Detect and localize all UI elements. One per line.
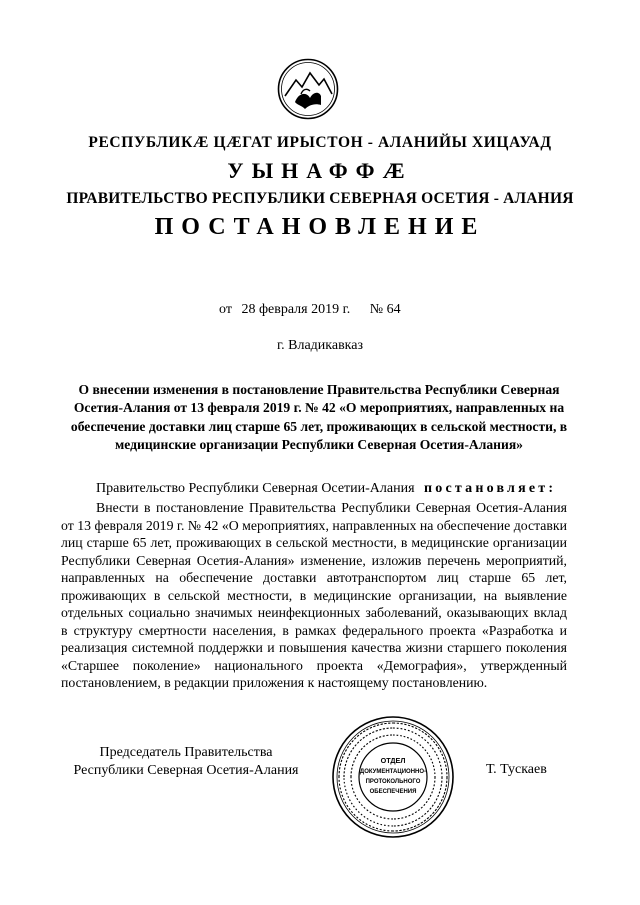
- ossetian-decree-heading: УЫНАФФӔ: [227, 158, 413, 183]
- stamp-center-line2: ДОКУМЕНТАЦИОННО-: [359, 769, 427, 775]
- signatory-position-line1: Председатель Правительства: [99, 745, 273, 760]
- signatory-position-line2: Республики Северная Осетия-Алания: [73, 763, 299, 778]
- official-seal-stamp: [330, 714, 456, 840]
- decree-date: 28 февраля 2019 г.: [241, 302, 351, 317]
- signatory-position: [66, 744, 306, 780]
- decree-title: О внесении изменения в постановление Правительства Республики Северная Осетия-Алания от 13 февраля 2019 г. № 42 «О мероприятиях, направленных на обеспечение доставки лиц старше 65 лет, проживающих в сельской местности, в медицинские организации Республики Северная Осетия-Алания»: [70, 382, 568, 453]
- preamble: [96, 481, 556, 497]
- government-heading: ПРАВИТЕЛЬСТВО РЕСПУБЛИКИ СЕВЕРНАЯ ОСЕТИЯ - АЛАНИЯ: [66, 190, 574, 207]
- stamp-center-line4: ОБЕСПЕЧЕНИЯ: [369, 789, 417, 795]
- stamp-center-line1: ОТДЕЛ: [380, 756, 406, 765]
- date-line: [219, 302, 401, 318]
- stamp-center-line3: ПРОТОКОЛЬНОГО: [365, 779, 421, 785]
- coat-of-arms-emblem: [277, 58, 339, 120]
- date-prefix: от: [219, 302, 232, 317]
- document-type-heading: ПОСТАНОВЛЕНИЕ: [154, 214, 486, 240]
- city-line: г. Владикавказ: [276, 338, 364, 353]
- decree-body: Внести в постановление Правительства Республики Северная Осетия-Алания от 13 февраля 2019 г. № 42 «О мероприятиях, направленных на обеспечение доставки лиц старше 65 лет, проживающих в сельской местности, в медицинские организации Республики Северная Осетия-Алания» изменение, изложив перечень мероприятий, направленных на обеспечение доставки автотранспортом лиц старше 65 лет, проживающих в сельской местности, в медицинские организации, на выявление отдельных социально значимых неинфекционных заболеваний, оказывающих вклад в структуру смертности населения, в рамках федерального проекта «Разработка и реализация системной поддержки и повышения качества жизни старшего поколения «Старшее поколение» национального проекта «Демография», утвержденный постановлением, в редакции приложения к настоящему постановлению.: [61, 500, 567, 690]
- signatory-name: Т. Тускаев: [486, 762, 547, 777]
- ossetian-republic-heading: РЕСПУБЛИКӔ ЦӔГАТ ИРЫСТОН - АЛАНИЙЫ ХИЦАУАД: [88, 134, 552, 151]
- decree-number: № 64: [369, 302, 401, 317]
- preamble-text: Правительство Республики Северная Осетии-Алания: [96, 481, 415, 496]
- preamble-decides: постановляет:: [424, 481, 557, 496]
